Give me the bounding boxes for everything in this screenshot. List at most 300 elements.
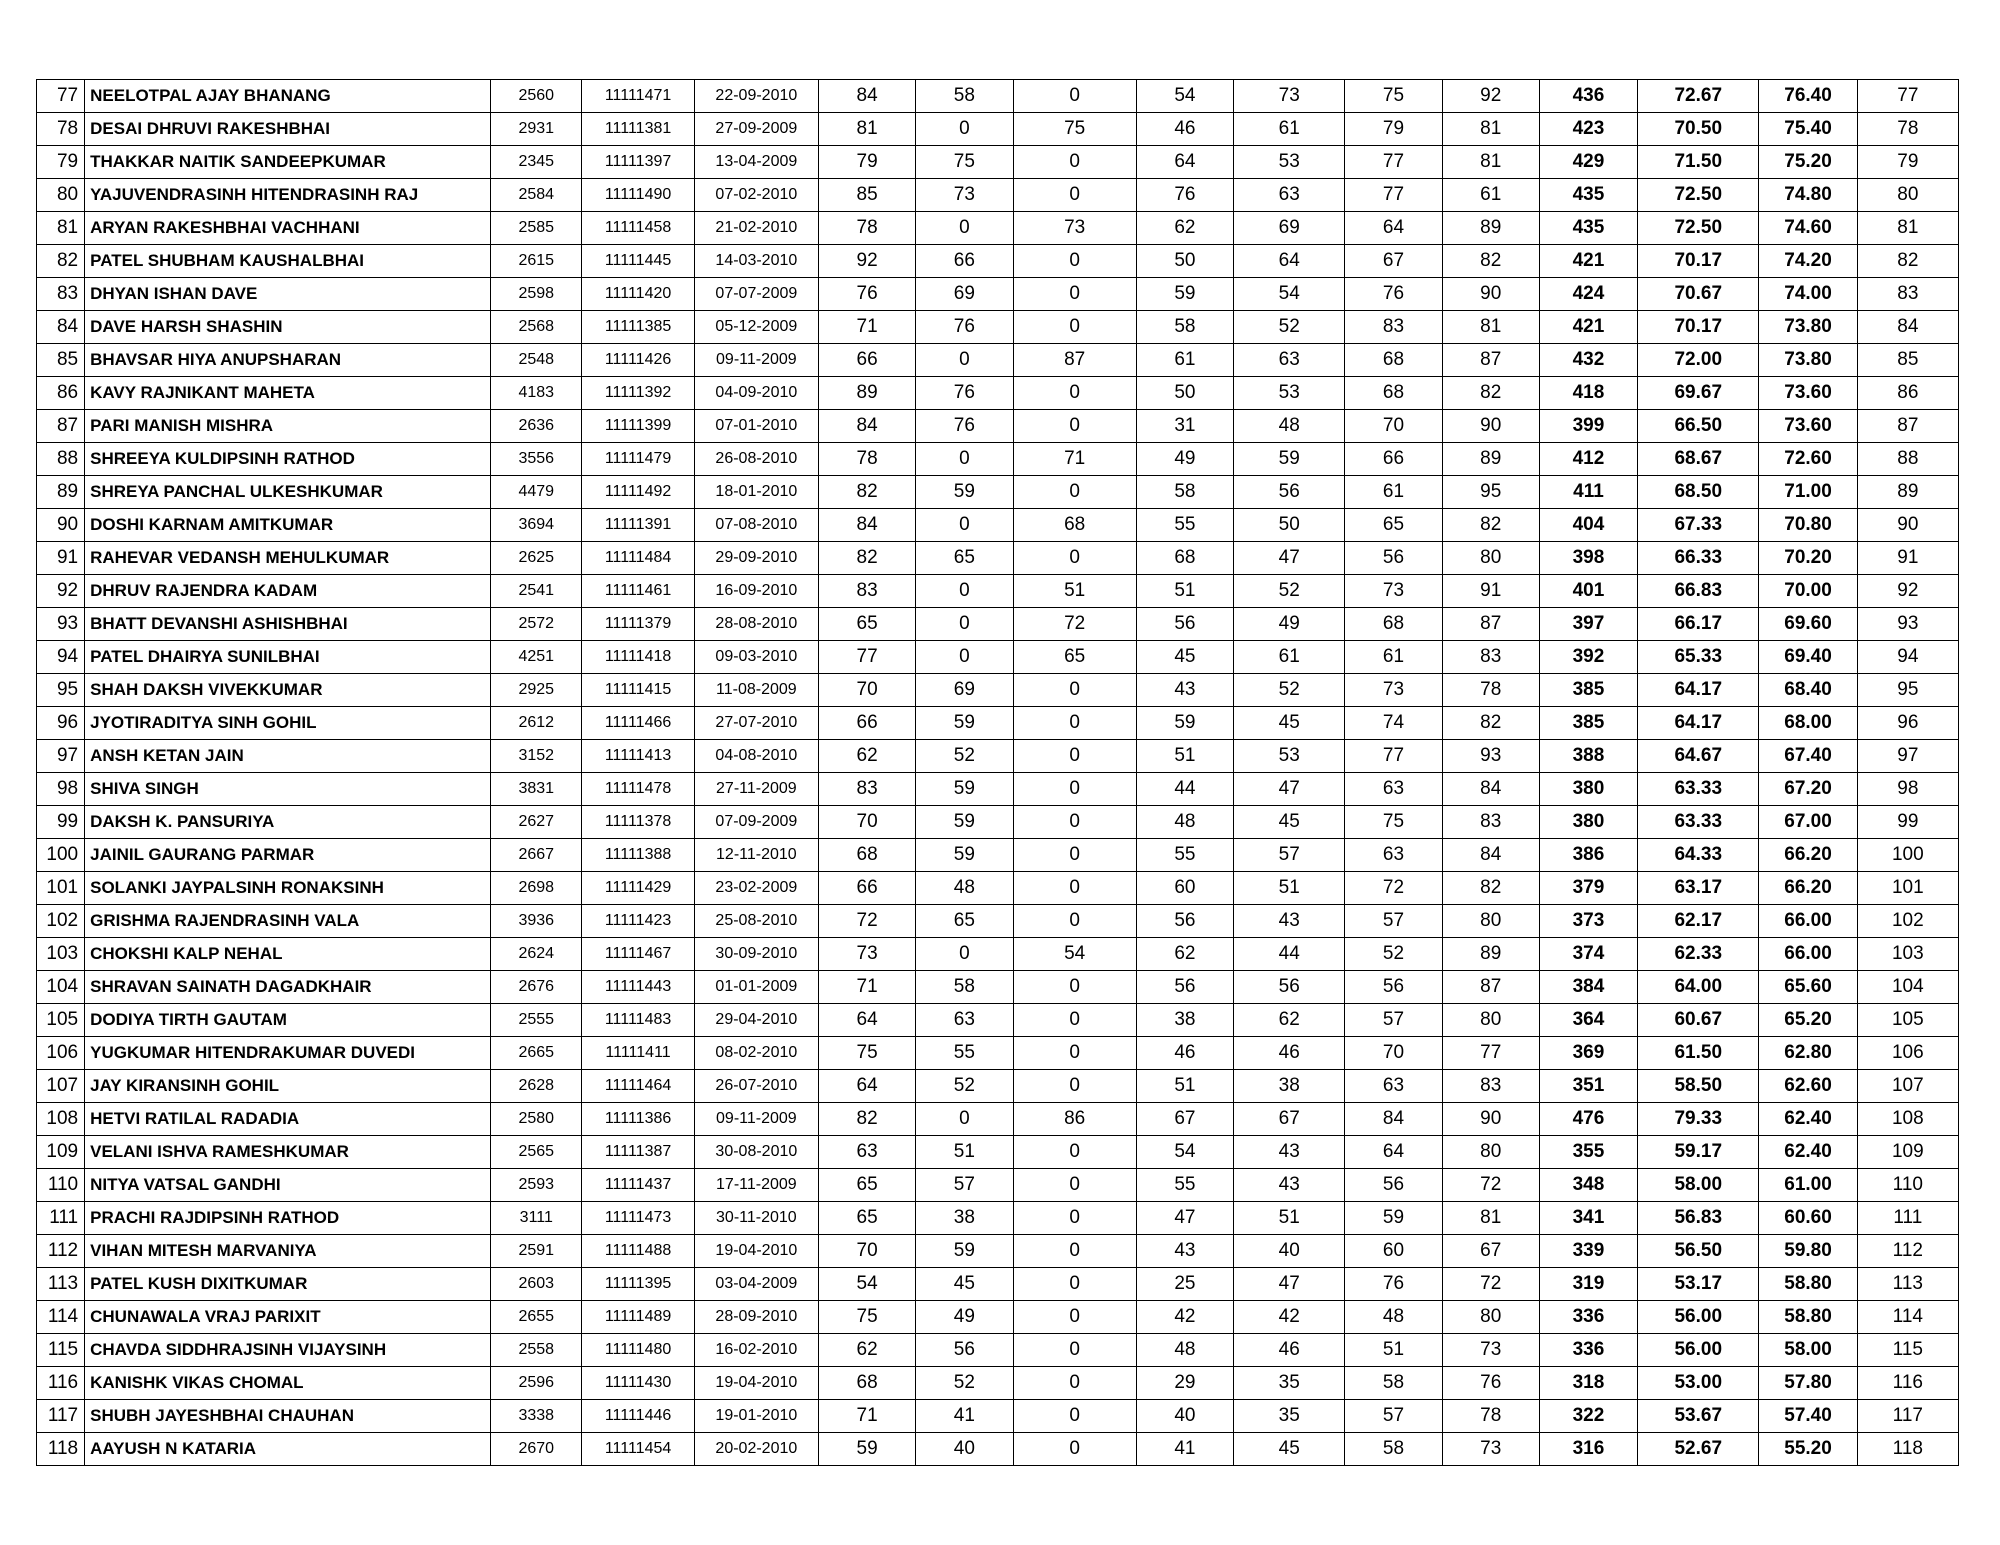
date-of-birth-cell: 09-11-2009	[694, 344, 818, 377]
total-marks-cell: 348	[1539, 1169, 1637, 1202]
subject-1-marks-cell: 63	[819, 1136, 916, 1169]
subject-1-marks-cell: 77	[819, 641, 916, 674]
subject-7-marks-cell: 77	[1442, 1037, 1539, 1070]
gr-number-cell: 2627	[491, 806, 582, 839]
percentage-cell: 70.17	[1638, 245, 1759, 278]
subject-6-marks-cell: 75	[1345, 806, 1442, 839]
student-name-cell: SHREEYA KULDIPSINH RATHOD	[85, 443, 491, 476]
date-of-birth-cell: 13-04-2009	[694, 146, 818, 179]
subject-2-marks-cell: 51	[916, 1136, 1013, 1169]
student-name-cell: AAYUSH N KATARIA	[85, 1433, 491, 1466]
subject-5-marks-cell: 47	[1234, 773, 1345, 806]
total-marks-cell: 421	[1539, 245, 1637, 278]
subject-4-marks-cell: 55	[1136, 509, 1233, 542]
gr-number-cell: 3936	[491, 905, 582, 938]
date-of-birth-cell: 26-08-2010	[694, 443, 818, 476]
percentage-cell: 69.67	[1638, 377, 1759, 410]
final-score-cell: 66.20	[1759, 872, 1857, 905]
subject-4-marks-cell: 58	[1136, 476, 1233, 509]
percentage-cell: 64.17	[1638, 674, 1759, 707]
subject-7-marks-cell: 78	[1442, 674, 1539, 707]
table-row	[37, 1400, 1959, 1433]
rank-cell: 97	[1857, 740, 1958, 773]
date-of-birth-cell: 07-09-2009	[694, 806, 818, 839]
subject-4-marks-cell: 46	[1136, 1037, 1233, 1070]
subject-2-marks-cell: 69	[916, 674, 1013, 707]
rank-cell: 95	[1857, 674, 1958, 707]
table-row	[37, 1301, 1959, 1334]
subject-5-marks-cell: 56	[1234, 971, 1345, 1004]
serial-number-cell: 98	[37, 773, 85, 806]
subject-6-marks-cell: 58	[1345, 1367, 1442, 1400]
total-marks-cell: 424	[1539, 278, 1637, 311]
date-of-birth-cell: 30-09-2010	[694, 938, 818, 971]
subject-2-marks-cell: 41	[916, 1400, 1013, 1433]
table-row	[37, 1268, 1959, 1301]
subject-2-marks-cell: 58	[916, 971, 1013, 1004]
seat-number-cell: 11111454	[582, 1433, 694, 1466]
gr-number-cell: 2541	[491, 575, 582, 608]
subject-7-marks-cell: 80	[1442, 542, 1539, 575]
date-of-birth-cell: 08-02-2010	[694, 1037, 818, 1070]
final-score-cell: 70.20	[1759, 542, 1857, 575]
subject-1-marks-cell: 70	[819, 806, 916, 839]
total-marks-cell: 316	[1539, 1433, 1637, 1466]
subject-5-marks-cell: 45	[1234, 1433, 1345, 1466]
table-row	[37, 872, 1959, 905]
seat-number-cell: 11111388	[582, 839, 694, 872]
percentage-cell: 65.33	[1638, 641, 1759, 674]
total-marks-cell: 322	[1539, 1400, 1637, 1433]
serial-number-cell: 80	[37, 179, 85, 212]
seat-number-cell: 11111411	[582, 1037, 694, 1070]
total-marks-cell: 384	[1539, 971, 1637, 1004]
seat-number-cell: 11111466	[582, 707, 694, 740]
subject-5-marks-cell: 52	[1234, 575, 1345, 608]
student-name-cell: JAY KIRANSINH GOHIL	[85, 1070, 491, 1103]
serial-number-cell: 106	[37, 1037, 85, 1070]
subject-2-marks-cell: 65	[916, 905, 1013, 938]
final-score-cell: 65.60	[1759, 971, 1857, 1004]
subject-2-marks-cell: 59	[916, 806, 1013, 839]
subject-4-marks-cell: 56	[1136, 905, 1233, 938]
rank-cell: 112	[1857, 1235, 1958, 1268]
subject-7-marks-cell: 84	[1442, 773, 1539, 806]
student-name-cell: SHRAVAN SAINATH DAGADKHAIR	[85, 971, 491, 1004]
table-row	[37, 80, 1959, 113]
subject-1-marks-cell: 62	[819, 1334, 916, 1367]
gr-number-cell: 2636	[491, 410, 582, 443]
table-row	[37, 1202, 1959, 1235]
subject-4-marks-cell: 51	[1136, 740, 1233, 773]
subject-6-marks-cell: 77	[1345, 179, 1442, 212]
subject-6-marks-cell: 48	[1345, 1301, 1442, 1334]
subject-5-marks-cell: 61	[1234, 641, 1345, 674]
subject-7-marks-cell: 67	[1442, 1235, 1539, 1268]
final-score-cell: 61.00	[1759, 1169, 1857, 1202]
date-of-birth-cell: 07-01-2010	[694, 410, 818, 443]
subject-3-marks-cell: 68	[1013, 509, 1136, 542]
total-marks-cell: 421	[1539, 311, 1637, 344]
subject-7-marks-cell: 83	[1442, 806, 1539, 839]
final-score-cell: 58.80	[1759, 1268, 1857, 1301]
subject-2-marks-cell: 55	[916, 1037, 1013, 1070]
gr-number-cell: 2593	[491, 1169, 582, 1202]
date-of-birth-cell: 19-04-2010	[694, 1235, 818, 1268]
rank-cell: 79	[1857, 146, 1958, 179]
subject-7-marks-cell: 82	[1442, 707, 1539, 740]
total-marks-cell: 318	[1539, 1367, 1637, 1400]
total-marks-cell: 476	[1539, 1103, 1637, 1136]
subject-1-marks-cell: 81	[819, 113, 916, 146]
subject-3-marks-cell: 0	[1013, 410, 1136, 443]
subject-2-marks-cell: 76	[916, 410, 1013, 443]
subject-2-marks-cell: 52	[916, 740, 1013, 773]
subject-2-marks-cell: 58	[916, 80, 1013, 113]
total-marks-cell: 392	[1539, 641, 1637, 674]
percentage-cell: 56.83	[1638, 1202, 1759, 1235]
student-name-cell: GRISHMA RAJENDRASINH VALA	[85, 905, 491, 938]
final-score-cell: 69.40	[1759, 641, 1857, 674]
seat-number-cell: 11111479	[582, 443, 694, 476]
table-row	[37, 1136, 1959, 1169]
table-row	[37, 773, 1959, 806]
rank-cell: 111	[1857, 1202, 1958, 1235]
subject-4-marks-cell: 49	[1136, 443, 1233, 476]
subject-5-marks-cell: 43	[1234, 1136, 1345, 1169]
seat-number-cell: 11111492	[582, 476, 694, 509]
date-of-birth-cell: 04-09-2010	[694, 377, 818, 410]
rank-cell: 91	[1857, 542, 1958, 575]
gr-number-cell: 2698	[491, 872, 582, 905]
subject-4-marks-cell: 59	[1136, 707, 1233, 740]
total-marks-cell: 432	[1539, 344, 1637, 377]
seat-number-cell: 11111395	[582, 1268, 694, 1301]
subject-4-marks-cell: 46	[1136, 113, 1233, 146]
total-marks-cell: 401	[1539, 575, 1637, 608]
subject-1-marks-cell: 71	[819, 311, 916, 344]
total-marks-cell: 386	[1539, 839, 1637, 872]
subject-6-marks-cell: 76	[1345, 1268, 1442, 1301]
subject-6-marks-cell: 70	[1345, 410, 1442, 443]
subject-1-marks-cell: 89	[819, 377, 916, 410]
subject-6-marks-cell: 59	[1345, 1202, 1442, 1235]
subject-5-marks-cell: 35	[1234, 1367, 1345, 1400]
subject-6-marks-cell: 57	[1345, 1004, 1442, 1037]
rank-cell: 87	[1857, 410, 1958, 443]
student-name-cell: SHAH DAKSH VIVEKKUMAR	[85, 674, 491, 707]
serial-number-cell: 117	[37, 1400, 85, 1433]
final-score-cell: 58.80	[1759, 1301, 1857, 1334]
total-marks-cell: 385	[1539, 707, 1637, 740]
seat-number-cell: 11111392	[582, 377, 694, 410]
subject-7-marks-cell: 95	[1442, 476, 1539, 509]
percentage-cell: 52.67	[1638, 1433, 1759, 1466]
subject-2-marks-cell: 0	[916, 938, 1013, 971]
student-name-cell: YUGKUMAR HITENDRAKUMAR DUVEDI	[85, 1037, 491, 1070]
total-marks-cell: 398	[1539, 542, 1637, 575]
rank-cell: 117	[1857, 1400, 1958, 1433]
date-of-birth-cell: 01-01-2009	[694, 971, 818, 1004]
subject-2-marks-cell: 56	[916, 1334, 1013, 1367]
table-row	[37, 1103, 1959, 1136]
subject-2-marks-cell: 73	[916, 179, 1013, 212]
subject-3-marks-cell: 0	[1013, 839, 1136, 872]
gr-number-cell: 2560	[491, 80, 582, 113]
subject-6-marks-cell: 68	[1345, 608, 1442, 641]
gr-number-cell: 2931	[491, 113, 582, 146]
subject-7-marks-cell: 93	[1442, 740, 1539, 773]
subject-4-marks-cell: 51	[1136, 575, 1233, 608]
serial-number-cell: 100	[37, 839, 85, 872]
subject-3-marks-cell: 0	[1013, 245, 1136, 278]
subject-7-marks-cell: 87	[1442, 608, 1539, 641]
subject-7-marks-cell: 78	[1442, 1400, 1539, 1433]
percentage-cell: 58.00	[1638, 1169, 1759, 1202]
results-table-body	[37, 80, 1959, 1466]
rank-cell: 98	[1857, 773, 1958, 806]
seat-number-cell: 11111480	[582, 1334, 694, 1367]
final-score-cell: 73.80	[1759, 344, 1857, 377]
subject-2-marks-cell: 52	[916, 1070, 1013, 1103]
subject-5-marks-cell: 40	[1234, 1235, 1345, 1268]
subject-1-marks-cell: 78	[819, 212, 916, 245]
seat-number-cell: 11111386	[582, 1103, 694, 1136]
rank-cell: 101	[1857, 872, 1958, 905]
subject-4-marks-cell: 48	[1136, 806, 1233, 839]
subject-3-marks-cell: 75	[1013, 113, 1136, 146]
subject-6-marks-cell: 83	[1345, 311, 1442, 344]
final-score-cell: 57.40	[1759, 1400, 1857, 1433]
subject-6-marks-cell: 64	[1345, 1136, 1442, 1169]
subject-3-marks-cell: 86	[1013, 1103, 1136, 1136]
subject-4-marks-cell: 42	[1136, 1301, 1233, 1334]
serial-number-cell: 84	[37, 311, 85, 344]
subject-1-marks-cell: 76	[819, 278, 916, 311]
subject-3-marks-cell: 54	[1013, 938, 1136, 971]
final-score-cell: 73.60	[1759, 410, 1857, 443]
subject-4-marks-cell: 56	[1136, 608, 1233, 641]
final-score-cell: 55.20	[1759, 1433, 1857, 1466]
final-score-cell: 76.40	[1759, 80, 1857, 113]
date-of-birth-cell: 19-04-2010	[694, 1367, 818, 1400]
subject-5-marks-cell: 59	[1234, 443, 1345, 476]
final-score-cell: 73.80	[1759, 311, 1857, 344]
student-name-cell: JYOTIRADITYA SINH GOHIL	[85, 707, 491, 740]
student-name-cell: HETVI RATILAL RADADIA	[85, 1103, 491, 1136]
student-name-cell: DESAI DHRUVI RAKESHBHAI	[85, 113, 491, 146]
seat-number-cell: 11111437	[582, 1169, 694, 1202]
percentage-cell: 59.17	[1638, 1136, 1759, 1169]
gr-number-cell: 2603	[491, 1268, 582, 1301]
seat-number-cell: 11111443	[582, 971, 694, 1004]
rank-cell: 88	[1857, 443, 1958, 476]
student-name-cell: CHOKSHI KALP NEHAL	[85, 938, 491, 971]
subject-2-marks-cell: 76	[916, 377, 1013, 410]
subject-7-marks-cell: 83	[1442, 1070, 1539, 1103]
percentage-cell: 63.17	[1638, 872, 1759, 905]
subject-4-marks-cell: 61	[1136, 344, 1233, 377]
table-row	[37, 113, 1959, 146]
rank-cell: 93	[1857, 608, 1958, 641]
subject-7-marks-cell: 80	[1442, 905, 1539, 938]
rank-cell: 84	[1857, 311, 1958, 344]
serial-number-cell: 85	[37, 344, 85, 377]
subject-3-marks-cell: 0	[1013, 1235, 1136, 1268]
serial-number-cell: 105	[37, 1004, 85, 1037]
subject-1-marks-cell: 73	[819, 938, 916, 971]
seat-number-cell: 11111397	[582, 146, 694, 179]
subject-5-marks-cell: 73	[1234, 80, 1345, 113]
subject-3-marks-cell: 0	[1013, 1004, 1136, 1037]
table-row	[37, 443, 1959, 476]
subject-7-marks-cell: 81	[1442, 1202, 1539, 1235]
subject-1-marks-cell: 62	[819, 740, 916, 773]
gr-number-cell: 4479	[491, 476, 582, 509]
subject-4-marks-cell: 48	[1136, 1334, 1233, 1367]
seat-number-cell: 11111387	[582, 1136, 694, 1169]
total-marks-cell: 355	[1539, 1136, 1637, 1169]
subject-2-marks-cell: 0	[916, 1103, 1013, 1136]
seat-number-cell: 11111445	[582, 245, 694, 278]
subject-6-marks-cell: 61	[1345, 641, 1442, 674]
subject-6-marks-cell: 52	[1345, 938, 1442, 971]
subject-1-marks-cell: 84	[819, 509, 916, 542]
student-name-cell: DAKSH K. PANSURIYA	[85, 806, 491, 839]
total-marks-cell: 411	[1539, 476, 1637, 509]
student-name-cell: PRACHI RAJDIPSINH RATHOD	[85, 1202, 491, 1235]
gr-number-cell: 3152	[491, 740, 582, 773]
subject-1-marks-cell: 64	[819, 1070, 916, 1103]
subject-6-marks-cell: 64	[1345, 212, 1442, 245]
date-of-birth-cell: 29-04-2010	[694, 1004, 818, 1037]
subject-3-marks-cell: 0	[1013, 146, 1136, 179]
total-marks-cell: 418	[1539, 377, 1637, 410]
gr-number-cell: 2585	[491, 212, 582, 245]
date-of-birth-cell: 30-11-2010	[694, 1202, 818, 1235]
seat-number-cell: 11111489	[582, 1301, 694, 1334]
date-of-birth-cell: 04-08-2010	[694, 740, 818, 773]
subject-5-marks-cell: 46	[1234, 1037, 1345, 1070]
subject-5-marks-cell: 45	[1234, 806, 1345, 839]
subject-3-marks-cell: 0	[1013, 872, 1136, 905]
date-of-birth-cell: 29-09-2010	[694, 542, 818, 575]
subject-7-marks-cell: 73	[1442, 1334, 1539, 1367]
subject-2-marks-cell: 65	[916, 542, 1013, 575]
subject-4-marks-cell: 62	[1136, 212, 1233, 245]
rank-cell: 118	[1857, 1433, 1958, 1466]
total-marks-cell: 380	[1539, 806, 1637, 839]
subject-6-marks-cell: 63	[1345, 773, 1442, 806]
serial-number-cell: 89	[37, 476, 85, 509]
final-score-cell: 74.60	[1759, 212, 1857, 245]
subject-3-marks-cell: 0	[1013, 707, 1136, 740]
seat-number-cell: 11111490	[582, 179, 694, 212]
gr-number-cell: 4183	[491, 377, 582, 410]
student-name-cell: BHAVSAR HIYA ANUPSHARAN	[85, 344, 491, 377]
table-row	[37, 575, 1959, 608]
total-marks-cell: 339	[1539, 1235, 1637, 1268]
subject-3-marks-cell: 0	[1013, 740, 1136, 773]
percentage-cell: 72.50	[1638, 212, 1759, 245]
total-marks-cell: 423	[1539, 113, 1637, 146]
subject-5-marks-cell: 44	[1234, 938, 1345, 971]
subject-2-marks-cell: 52	[916, 1367, 1013, 1400]
final-score-cell: 70.00	[1759, 575, 1857, 608]
subject-4-marks-cell: 59	[1136, 278, 1233, 311]
gr-number-cell: 2555	[491, 1004, 582, 1037]
student-name-cell: ANSH KETAN JAIN	[85, 740, 491, 773]
gr-number-cell: 2676	[491, 971, 582, 1004]
seat-number-cell: 11111430	[582, 1367, 694, 1400]
date-of-birth-cell: 14-03-2010	[694, 245, 818, 278]
subject-5-marks-cell: 50	[1234, 509, 1345, 542]
student-name-cell: NITYA VATSAL GANDHI	[85, 1169, 491, 1202]
final-score-cell: 67.20	[1759, 773, 1857, 806]
subject-4-marks-cell: 54	[1136, 80, 1233, 113]
total-marks-cell: 336	[1539, 1334, 1637, 1367]
subject-1-marks-cell: 59	[819, 1433, 916, 1466]
subject-1-marks-cell: 75	[819, 1301, 916, 1334]
total-marks-cell: 351	[1539, 1070, 1637, 1103]
final-score-cell: 62.80	[1759, 1037, 1857, 1070]
serial-number-cell: 118	[37, 1433, 85, 1466]
date-of-birth-cell: 09-11-2009	[694, 1103, 818, 1136]
student-name-cell: VIHAN MITESH MARVANIYA	[85, 1235, 491, 1268]
serial-number-cell: 81	[37, 212, 85, 245]
percentage-cell: 66.17	[1638, 608, 1759, 641]
serial-number-cell: 116	[37, 1367, 85, 1400]
percentage-cell: 68.50	[1638, 476, 1759, 509]
percentage-cell: 63.33	[1638, 806, 1759, 839]
subject-2-marks-cell: 45	[916, 1268, 1013, 1301]
subject-6-marks-cell: 73	[1345, 575, 1442, 608]
subject-7-marks-cell: 80	[1442, 1004, 1539, 1037]
serial-number-cell: 87	[37, 410, 85, 443]
percentage-cell: 68.67	[1638, 443, 1759, 476]
serial-number-cell: 95	[37, 674, 85, 707]
total-marks-cell: 385	[1539, 674, 1637, 707]
gr-number-cell: 3556	[491, 443, 582, 476]
table-row	[37, 509, 1959, 542]
percentage-cell: 56.00	[1638, 1301, 1759, 1334]
subject-6-marks-cell: 84	[1345, 1103, 1442, 1136]
rank-cell: 77	[1857, 80, 1958, 113]
date-of-birth-cell: 07-02-2010	[694, 179, 818, 212]
subject-3-marks-cell: 0	[1013, 80, 1136, 113]
percentage-cell: 72.50	[1638, 179, 1759, 212]
serial-number-cell: 114	[37, 1301, 85, 1334]
gr-number-cell: 2548	[491, 344, 582, 377]
student-name-cell: SOLANKI JAYPALSINH RONAKSINH	[85, 872, 491, 905]
rank-cell: 105	[1857, 1004, 1958, 1037]
subject-3-marks-cell: 72	[1013, 608, 1136, 641]
subject-5-marks-cell: 51	[1234, 1202, 1345, 1235]
subject-6-marks-cell: 57	[1345, 1400, 1442, 1433]
subject-7-marks-cell: 91	[1442, 575, 1539, 608]
percentage-cell: 62.33	[1638, 938, 1759, 971]
table-row	[37, 839, 1959, 872]
subject-3-marks-cell: 73	[1013, 212, 1136, 245]
student-name-cell: SHIVA SINGH	[85, 773, 491, 806]
total-marks-cell: 435	[1539, 212, 1637, 245]
table-row	[37, 1070, 1959, 1103]
seat-number-cell: 11111471	[582, 80, 694, 113]
seat-number-cell: 11111391	[582, 509, 694, 542]
subject-4-marks-cell: 40	[1136, 1400, 1233, 1433]
student-name-cell: CHAVDA SIDDHRAJSINH VIJAYSINH	[85, 1334, 491, 1367]
table-row	[37, 740, 1959, 773]
